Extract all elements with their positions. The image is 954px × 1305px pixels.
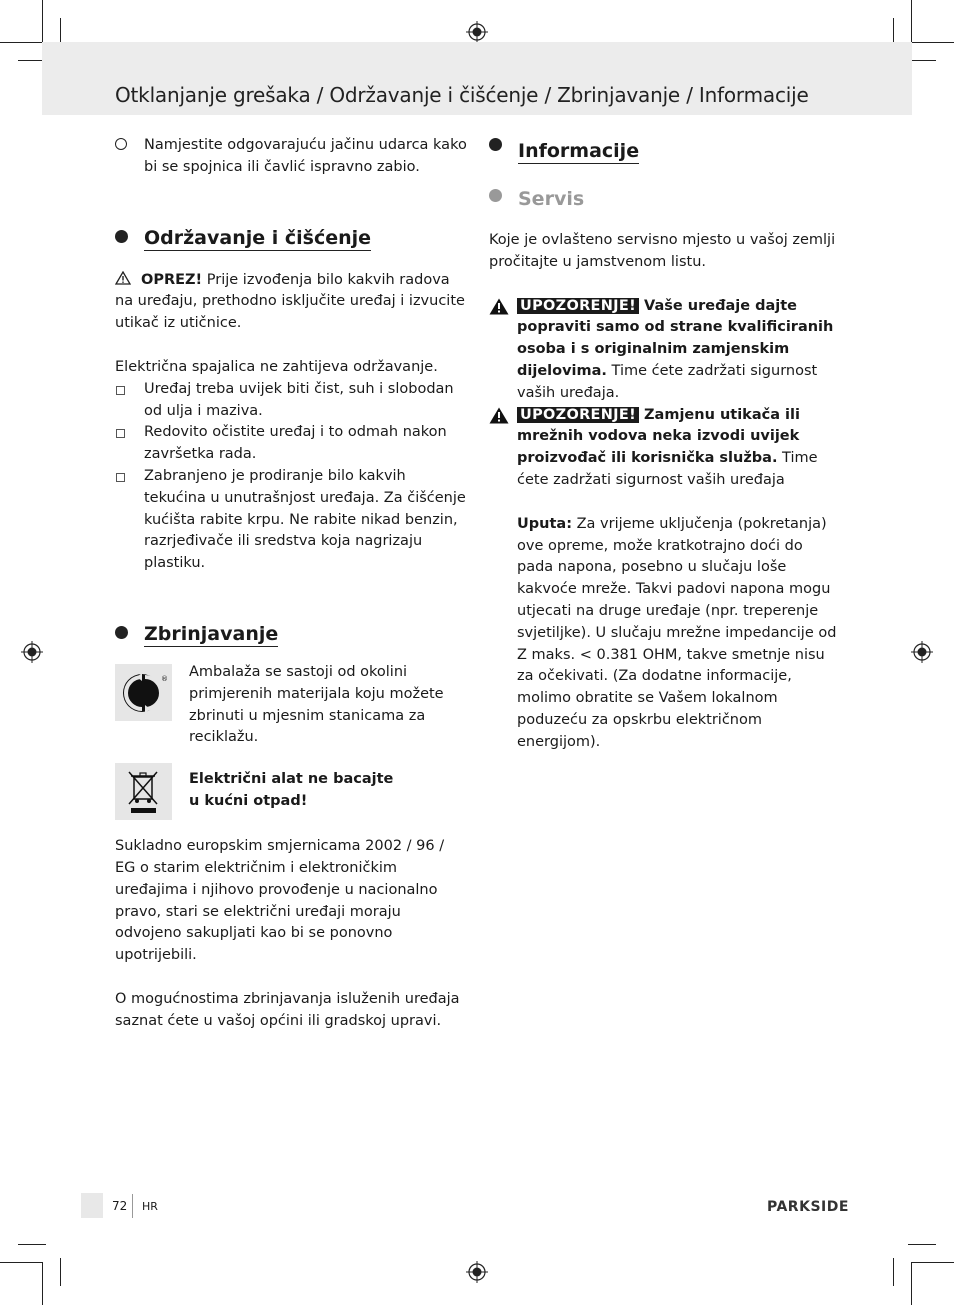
weee-line-1: Električni alat ne bacajte <box>189 771 394 788</box>
disposal-heading-text: Zbrinjavanje <box>144 622 279 645</box>
service-heading-text: Servis <box>518 188 585 210</box>
crop-mark <box>912 1262 954 1263</box>
warning-bold-text: Zamjenu utikača ili mrežnih vodova neka izvodi uvijek proizvođač ili korisnička služba. <box>517 406 800 467</box>
warning-triangle-icon <box>489 407 509 424</box>
crop-mark <box>18 1244 46 1245</box>
weee-line-2: u kućni otpad! <box>189 792 308 809</box>
crop-mark <box>42 1262 43 1305</box>
green-dot-icon <box>115 664 172 721</box>
brand-logo: PARKSIDE <box>767 1199 849 1215</box>
footer-page-box <box>81 1193 103 1218</box>
warning-bold-text: Vaše uređaje dajte popraviti samo od strane kvalificiranih osoba i s originalnim zamjenskim dijelovima. <box>517 297 834 379</box>
crop-mark <box>911 1262 912 1305</box>
weee-block <box>115 763 467 820</box>
section-dot-icon <box>115 626 128 639</box>
warning-normal-text: Time ćete zadržati sigurnost vaših uređaja <box>517 450 818 488</box>
crop-mark <box>0 42 42 43</box>
maintenance-heading-text: Održavanje i čišćenje <box>144 226 372 249</box>
warning-label: UPOZORENJE! <box>517 298 639 314</box>
page-number: 72 <box>112 1199 128 1213</box>
maintenance-list <box>115 379 467 575</box>
language-code: HR <box>142 1200 158 1213</box>
crop-mark <box>60 1258 61 1286</box>
crop-mark <box>912 42 954 43</box>
recycling-green-dot-icon <box>115 664 172 721</box>
caution-paragraph <box>115 270 467 335</box>
registration-mark-icon <box>21 641 43 663</box>
warning-normal-text: Time ćete zadržati sigurnost vaših uređaja. <box>517 362 818 401</box>
warning-triangle-icon <box>489 298 509 315</box>
directive-text: Sukladno europskim smjernicama 2002 / 96 / EG o starim električnim i elektroničkim uređajima i njihovo provođenje u nacionalno pravo, stari se električni uređaji moraju odvojeno sakupljati kao bi se ponovno upotrijebili. <box>115 838 445 964</box>
weee-warning <box>189 763 467 813</box>
list-item: Redovito očistite uređaj i to odmah nakon završetka rada. <box>115 422 467 466</box>
warning-block-1 <box>489 296 841 405</box>
service-text: Koje je ovlašteno servisno mjesto u vašoj zemlji pročitajte u jamstvenom listu. <box>489 232 836 270</box>
right-column <box>489 135 841 754</box>
list-item: Zabranjeno je prodiranje bilo kakvih tekućina u unutrašnjost uređaja. Za čišćenje kućišta rabite krpu. Ne rabite nikad benzin, razrjeđivače ili sredstva koja nagrizaju plastiku. <box>115 466 467 575</box>
section-dot-icon <box>489 189 502 202</box>
circle-bullet-icon <box>115 138 127 150</box>
crop-mark <box>0 1262 42 1263</box>
intro-bullet-text: Namjestite odgovarajuću jačinu udarca kako bi se spojnica ili čavlić ispravno zabio. <box>144 137 467 175</box>
packaging-block <box>115 662 467 749</box>
svg-text:®: ® <box>161 674 168 683</box>
packaging-text: Ambalaža se sastoji od okolini primjerenih materijala koju možete zbrinuti u mjesnim stanicama za reciklažu. <box>189 663 444 746</box>
crop-mark <box>908 1244 936 1245</box>
registration-mark-icon <box>911 641 933 663</box>
warning-triangle-icon <box>115 271 131 285</box>
info-heading-text: Informacije <box>518 140 640 162</box>
registration-mark-icon <box>466 21 488 43</box>
caution-label: OPREZ! <box>141 271 203 288</box>
no-maintenance-text: Električna spajalica ne zahtijeva održavanje. <box>115 358 438 375</box>
section-dot-icon <box>489 138 502 151</box>
note-paragraph <box>489 514 841 754</box>
note-label: Uputa: <box>517 515 572 532</box>
warning-label: UPOZORENJE! <box>517 407 639 423</box>
registration-mark-icon <box>466 1261 488 1283</box>
left-column <box>115 135 467 1033</box>
info-heading <box>489 135 841 164</box>
intro-bullet <box>115 135 467 179</box>
note-text: Za vrijeme uključenja (pokretanja) ove opreme, može kratkotrajno doći do pada napona, posebno u slučaju loše kakvoće mreže. Takvi padovi napona mogu utjecati na druge uređaje (npr. treperenje svjetiljke). U slučaju mrežne impedancije od Z maks. < 0.381 OHM, takve smetnje nisu za očekivati. (Za dodatne informacije, molimo obratite se Vašem lokalnom poduzeću za opskrbu električnom energijom). <box>517 515 837 750</box>
crop-mark <box>911 0 912 42</box>
list-item: Uređaj treba uvijek biti čist, suh i slobodan od ulja i maziva. <box>115 379 467 423</box>
crop-mark <box>42 0 43 42</box>
caution-text: Prije izvođenja bilo kakvih radova na uređaju, prethodno isključite uređaj i izvucite utikač iz utičnice. <box>115 271 465 332</box>
crossed-out-bin-icon <box>115 763 172 820</box>
weee-bin-icon <box>115 763 172 820</box>
crop-mark <box>893 1258 894 1286</box>
disposal-heading <box>115 618 467 647</box>
disposal-options-text: O mogućnostima zbrinjavanja isluženih uređaja saznat ćete u vašoj općini ili gradskoj upravi. <box>115 990 460 1029</box>
section-dot-icon <box>115 230 128 243</box>
service-heading <box>489 183 841 211</box>
footer-divider <box>132 1194 133 1218</box>
page-title: Otklanjanje grešaka / Održavanje i čišćenje / Zbrinjavanje / Informacije <box>115 83 809 107</box>
warning-block-2 <box>489 405 841 492</box>
crop-mark <box>908 60 936 61</box>
maintenance-heading <box>115 222 467 251</box>
